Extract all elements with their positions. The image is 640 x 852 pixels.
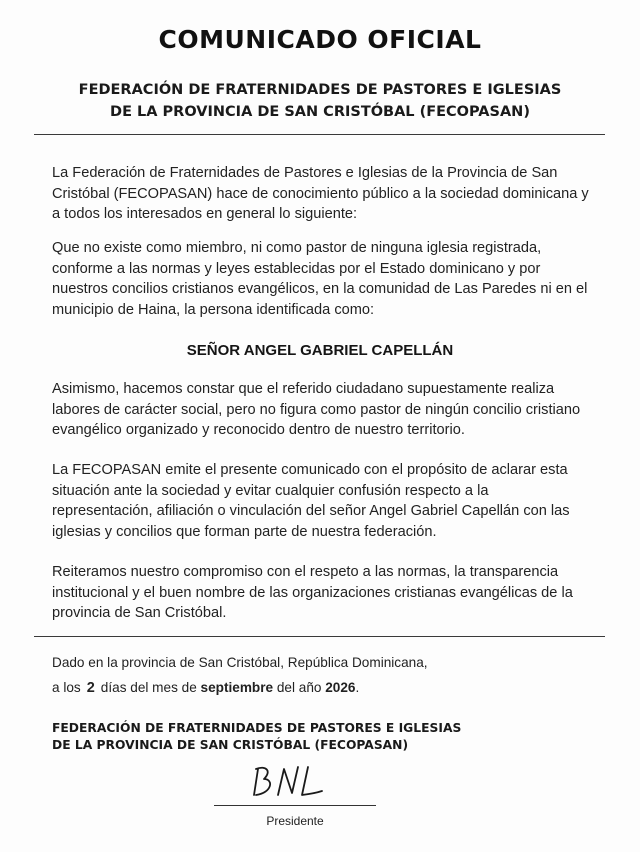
signer-role: Presidente [266, 814, 324, 828]
bottom-divider [34, 636, 605, 637]
date-line [52, 680, 359, 696]
date-month: septiembre [200, 680, 274, 695]
top-divider [34, 134, 605, 135]
date-middle: días del mes de [100, 680, 197, 695]
organization-footer [52, 720, 461, 754]
paragraph-statement: Que no existe como miembro, ni como pastor de ninguna iglesia registrada, conforme a las normas y leyes establecidas por el Estado dominicano y por nuestros concilios cristianos evangélicos, en la comunidad de Las Paredes ni en el municipio de Haina, la persona identificada como: [52, 240, 588, 318]
document-title: COMUNICADO OFICIAL [158, 25, 482, 54]
place-line: Dado en la provincia de San Cristóbal, República Dominicana, [52, 655, 428, 670]
signature-line [214, 805, 376, 806]
organization-footer-line-1: FEDERACIÓN DE FRATERNIDADES DE PASTORES E IGLESIAS [52, 721, 462, 735]
date-prefix: a los [52, 680, 81, 695]
date-year-prefix: del año [276, 680, 322, 695]
date-year-suffix: . [355, 680, 360, 695]
paragraph-purpose: La FECOPASAN emite el presente comunicado con el propósito de aclarar esta situación ante la sociedad y evitar cualquier confusión respecto a la representación, afiliación o vinculación del señor Angel Gabriel Capellán con las iglesias y concilios que forman parte de nuestra federación. [52, 462, 570, 540]
organization-heading [0, 79, 640, 123]
person-name: SEÑOR ANGEL GABRIEL CAPELLÁN [186, 342, 454, 359]
organization-footer-line-2: DE LA PROVINCIA DE SAN CRISTÓBAL (FECOPASAN) [52, 738, 409, 752]
paragraph-commitment: Reiteramos nuestro compromiso con el respeto a las normas, la transparencia institucional y el buen nombre de las organizaciones cristianas evangélicas de la provincia de San Cristóbal. [52, 564, 573, 621]
date-year: 2026 [325, 680, 356, 695]
paragraph-social-work: Asimismo, hacemos constar que el referido ciudadano supuestamente realiza labores de carácter social, pero no figura como pastor de ningún concilio cristiano evangélico organizado y reconocido dentro de nuestro territorio. [52, 381, 581, 438]
paragraph-intro: La Federación de Fraternidades de Pastores e Iglesias de la Provincia de San Cristóbal (FECOPASAN) hace de conocimiento público a la sociedad dominicana y a todos los interesados en general lo siguiente: [52, 165, 589, 222]
date-day: 2 [86, 680, 95, 696]
organization-heading-line-2: DE LA PROVINCIA DE SAN CRISTÓBAL (FECOPASAN) [110, 104, 530, 120]
handwritten-signature [232, 757, 392, 807]
organization-heading-line-1: FEDERACIÓN DE FRATERNIDADES DE PASTORES E IGLESIAS [78, 82, 562, 98]
